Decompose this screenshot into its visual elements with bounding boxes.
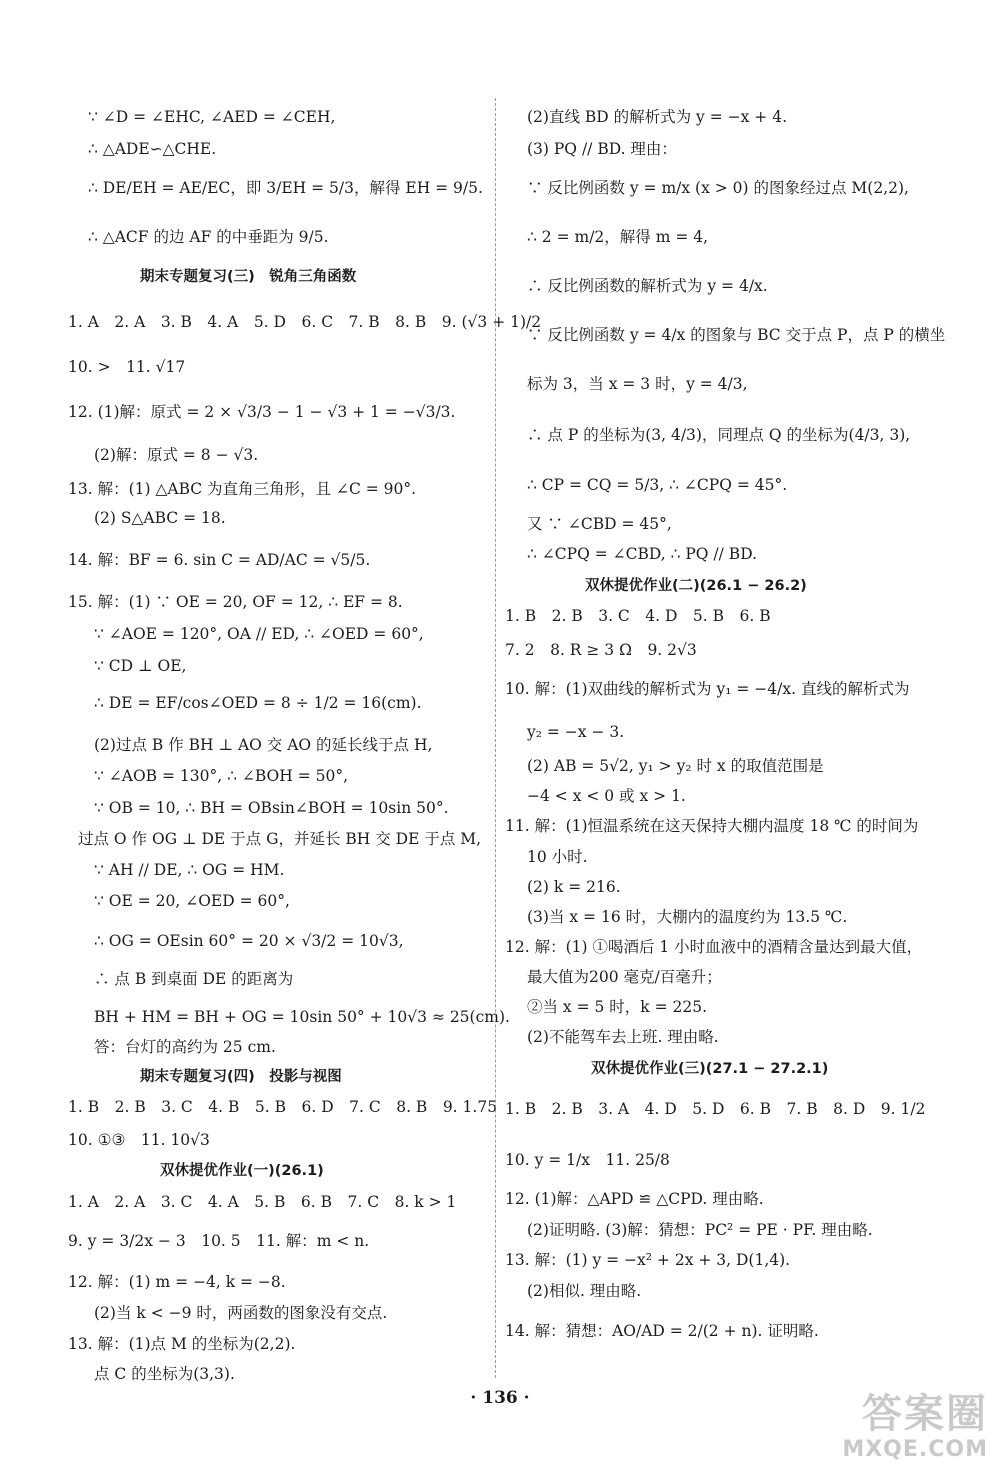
line: 13. 解：(1)点 M 的坐标为(2,2). [68,1335,296,1353]
line: 14. 解：猜想：AO/AD = 2/(2 + n). 证明略. [505,1322,819,1340]
line: 13. 解：(1) △ABC 为直角三角形，且 ∠C = 90°. [68,480,417,498]
line: ∵ ∠AOB = 130°, ∴ ∠BOH = 50°, [94,767,349,785]
line: ∴ CP = CQ = 5/3, ∴ ∠CPQ = 45°. [527,476,788,494]
line: 标为 3，当 x = 3 时，y = 4/3, [527,375,748,393]
line: ∴ 反比例函数的解析式为 y = 4/x. [527,277,768,295]
line: 10. 解：(1)双曲线的解析式为 y₁ = −4/x. 直线的解析式为 [505,680,910,698]
line: (2)当 k < −9 时，两函数的图象没有交点. [94,1304,388,1322]
watermark-text: 答案圈 [862,1391,988,1437]
line: ∵ OB = 10, ∴ BH = OBsin∠BOH = 10sin 50°. [94,799,449,817]
line: ∵ CD ⊥ OE, [94,657,187,675]
line: ∵ 反比例函数 y = 4/x 的图象与 BC 交于点 P，点 P 的横坐 [527,326,946,344]
line: (2)解：原式 = 8 − √3. [94,446,259,464]
line: ∴ DE = EF/cos∠OED = 8 ÷ 1/2 = 16(cm). [94,694,422,712]
watermark-logo [842,1391,988,1462]
line: ∵ OE = 20, ∠OED = 60°, [94,892,290,910]
line: 1. B 2. B 3. A 4. D 5. D 6. B 7. B 8. D 9. 1/2 [505,1100,926,1118]
line: ②当 x = 5 时，k = 225. [527,998,708,1016]
line: 过点 O 作 OG ⊥ DE 于点 G，并延长 BH 交 DE 于点 M, [78,830,482,848]
section-heading: 双休提优作业(二)(26.1 − 26.2) [585,578,807,594]
line: (2)不能驾车去上班. 理由略. [527,1028,719,1046]
page-number: · 136 · [470,1388,530,1408]
line: ∵ ∠AOE = 120°, OA // ED, ∴ ∠OED = 60°, [94,625,424,643]
line: 1. B 2. B 3. C 4. D 5. B 6. B [505,607,771,625]
line: 1. A 2. A 3. C 4. A 5. B 6. B 7. C 8. k > 1 [68,1193,457,1211]
line: 10. y = 1/x 11. 25/8 [505,1151,670,1169]
line: ∴ ∠CPQ = ∠CBD, ∴ PQ // BD. [527,545,757,563]
line: 11. 解：(1)恒温系统在这天保持大棚内温度 18 ℃ 的时间为 [505,817,919,835]
line: ∴ △ACF 的边 AF 的中垂距为 9/5. [88,228,329,246]
line: ∴ OG = OEsin 60° = 20 × √3/2 = 10√3, [94,932,404,950]
line: BH + HM = BH + OG = 10sin 50° + 10√3 ≈ 25(cm). [94,1008,510,1026]
line: (2)过点 B 作 BH ⊥ AO 交 AO 的延长线于点 H, [94,736,433,754]
line: (2) AB = 5√2, y₁ > y₂ 时 x 的取值范围是 [527,757,824,775]
section-heading: 双休提优作业(三)(27.1 − 27.2.1) [591,1061,829,1077]
section-heading: 期末专题复习(四) 投影与视图 [140,1069,342,1085]
line: ∵ AH // DE, ∴ OG = HM. [94,861,285,879]
line: ∴ △ADE∽△CHE. [88,140,217,158]
line: 最大值为200 毫克/百毫升； [527,968,722,986]
line: 15. 解：(1) ∵ OE = 20, OF = 12, ∴ EF = 8. [68,593,403,611]
line: ∴ 2 = m/2，解得 m = 4, [527,228,709,246]
line: 12. (1)解：△APD ≌ △CPD. 理由略. [505,1190,764,1208]
line: ∴ DE/EH = AE/EC，即 3/EH = 5/3，解得 EH = 9/5. [88,179,483,197]
line: 9. y = 3/2x − 3 10. 5 11. 解：m < n. [68,1232,370,1250]
line: 10. ①③ 11. 10√3 [68,1131,210,1149]
line: −4 < x < 0 或 x > 1. [527,787,686,805]
line: y₂ = −x − 3. [527,723,625,741]
line: (2) k = 216. [527,878,621,896]
line: (3) PQ // BD. 理由： [527,140,677,158]
line: 10. > 11. √17 [68,358,186,376]
line: ∵ ∠D = ∠EHC, ∠AED = ∠CEH, [88,108,336,126]
line: 13. 解：(1) y = −x² + 2x + 3, D(1,4). [505,1251,791,1269]
watermark-url: MXQE.COM [842,1437,988,1462]
line: 1. B 2. B 3. C 4. B 5. B 6. D 7. C 8. B 9. 1.75 [68,1098,498,1116]
line: 7. 2 8. R ≥ 3 Ω 9. 2√3 [505,641,697,659]
line: 14. 解：BF = 6. sin C = AD/AC = √5/5. [68,551,371,569]
line: (2)相似. 理由略. [527,1282,642,1300]
line: 点 C 的坐标为(3,3). [94,1365,235,1383]
section-heading: 双休提优作业(一)(26.1) [160,1163,324,1179]
line: ∴ 点 B 到桌面 DE 的距离为 [94,970,294,988]
line: 又 ∵ ∠CBD = 45°, [527,515,672,533]
line: 答：台灯的高约为 25 cm. [94,1038,276,1056]
line: 10 小时. [527,848,588,866]
line: (3)当 x = 16 时，大棚内的温度约为 13.5 ℃. [527,908,848,926]
line: 1. A 2. A 3. B 4. A 5. D 6. C 7. B 8. B 9. (√3 + 1)/2 [68,313,542,331]
section-heading: 期末专题复习(三) 锐角三角函数 [140,269,357,285]
line: (2)证明略. (3)解：猜想：PC² = PE · PF. 理由略. [527,1221,873,1239]
line: 12. 解：(1) m = −4, k = −8. [68,1273,286,1291]
column-divider [495,98,496,1378]
line: 12. 解：(1) ①喝酒后 1 小时血液中的酒精含量达到最大值， [505,938,923,956]
line: ∵ 反比例函数 y = m/x (x > 0) 的图象经过点 M(2,2), [527,179,909,197]
line: 12. (1)解：原式 = 2 × √3/3 − 1 − √3 + 1 = −√3/3. [68,403,456,421]
line: ∴ 点 P 的坐标为(3, 4/3)，同理点 Q 的坐标为(4/3, 3), [527,426,911,444]
line: (2)直线 BD 的解析式为 y = −x + 4. [527,108,788,126]
line: (2) S△ABC = 18. [94,509,226,527]
